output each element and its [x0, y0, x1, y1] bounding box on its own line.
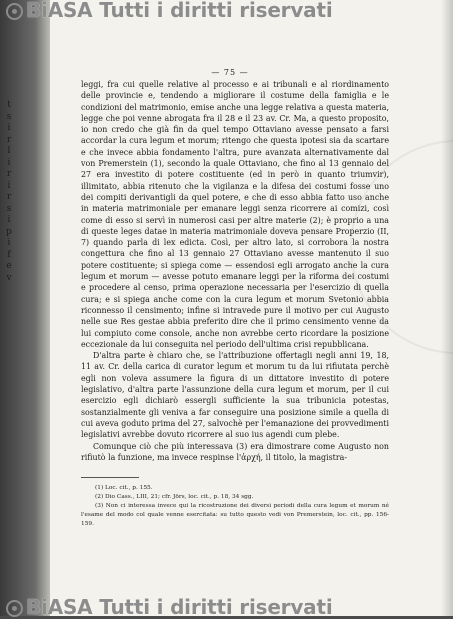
- margin-char: i: [7, 180, 11, 191]
- body-text: [81, 79, 389, 463]
- margin-char: r: [6, 169, 12, 179]
- copyright-icon: [6, 600, 23, 617]
- margin-char: s: [6, 203, 12, 214]
- copyright-icon: [6, 3, 23, 20]
- watermark-top: [0, 0, 453, 21]
- footnote-separator: [81, 477, 139, 478]
- footnote: (2) Dio Cass., LIII, 21; cfr. Jörs, loc. cit., p. 18, 34 sgg.: [95, 494, 254, 500]
- margin-char: p: [6, 226, 12, 237]
- margin-char: l: [7, 146, 11, 156]
- watermark-text: BiASA Tutti i diritti riservati: [26, 595, 333, 619]
- paragraph: D'altra parte è chiaro che, se l'attribuzione offertagli negli anni 19, 18, 11 av. Cr. della carica di curator legum et morum tu da lui rifiutata perchè egli non voleva assumere la figura di un dittatore investito di potere legislativo, d'altra parte l'assunzione della cura legum et morum, per il cui esercizio egli dichiarò essergli sufficiente la sua tribunicia potestas, sostanzialmente gli veniva a far conseguire una posizione simile a quella di cui aveva goduto prima del 27, salvochè per l'emanazione dei provvedimenti legislativi avrebbe dovuto ricorrere al suo ius agendi cum plebe.: [81, 351, 389, 440]
- margin-char: s: [6, 111, 12, 122]
- margin-char: e: [6, 261, 12, 271]
- scan-binding-edge: [0, 0, 50, 616]
- margin-char: i: [7, 215, 11, 225]
- margin-char: i: [7, 238, 11, 248]
- margin-char: r: [6, 134, 12, 145]
- footnote: (1) Loc. cit., p. 155.: [95, 485, 153, 491]
- paragraph: leggi, fra cui quelle relative al processo e ai tribunali e al riordinamento delle provincie e, tendendo a migliorare il costume della famiglia e le condizioni del matrimonio, emise anche una legge relativa a questa materia, legge che poi venne abrogata fra il 28 e il 23 av. Cr. Ma, a questo proposito, io non credo che già fin da quel tempo Ottaviano avesse pensato a farsi accordar la cura legum et morum; ritengo che questa ipotesi sia da scartare e che invece abbia fondamento l'altra, pure avanzata alternativamente dal von Premerstein (1), secondo la quale Ottaviano, che fino al 13 gennaio del 27 era investito di potere costituente (ed in però in quanto triumvir), illimitato, abbia ritenuto che la vigilanza e la difesa dei costumi fosse uno dei compiti derivantigli da quel potere, e che di esso abbia fatto uso anche in materia matrimoniale per emanare leggi senza ricorrere ai comizi, così come di esso si servì in numerosi casi per altre materie (2); è proprio a una di queste leges datae in materia matrimoniale doveva pensare Properzio (II, 7) quando parla di lex edicta. Così, per altro lato, si corrobora la nostra congettura che fino al 13 gennaio 27 Ottaviano avesse mantenuto il suo potere costituente; si spiega come — essendosi egli arrogato anche la cura legum et morum — avesse potuto emanare leggi per la riforma dei costumi e procedere al censo, prima operazione necessaria per l'esercizio di quella cura; e si spiega anche come con la cura legum et morum Svetonio abbia riconnesso il censimento; infine si intravede pure il motivo per cui Augusto nelle sue Res gestae abbia preferito dire che il primo censimento venne da lui compiuto come console, anche non avrebbe certo ricordare la posizione eccezionale da lui conseguita nel periodo dell'ultima crisi repubblicana.: [81, 80, 389, 349]
- page-number: — 75 —: [211, 68, 249, 77]
- margin-char: i: [7, 123, 11, 133]
- paragraph: Comunque ciò che più interessava (3) era dimostrare come Augusto non rifiutò la funzione, ma invece respinse l'ἀρχή, il titolo, la magistra-: [81, 441, 389, 462]
- page-edge-shadow: [441, 0, 453, 616]
- footnote: (3) Non ci interessa invece qui la ricostruzione dei diversi periodi della cura legum et morum né l'esame del modo col quale venne esercitata: su tutto questo vedi von Premerstein, loc. cit., pp. 156-159.: [81, 503, 389, 527]
- watermark-bottom: [0, 596, 453, 618]
- margin-char: v: [6, 272, 12, 283]
- margin-char: f: [7, 249, 11, 260]
- margin-char: i: [7, 157, 11, 168]
- footnotes: [81, 484, 389, 529]
- adjacent-page-margin-text: [2, 100, 16, 284]
- watermark-text: BiASA Tutti i diritti riservati: [26, 0, 333, 22]
- margin-char: r: [6, 192, 12, 202]
- margin-char: t: [7, 100, 11, 110]
